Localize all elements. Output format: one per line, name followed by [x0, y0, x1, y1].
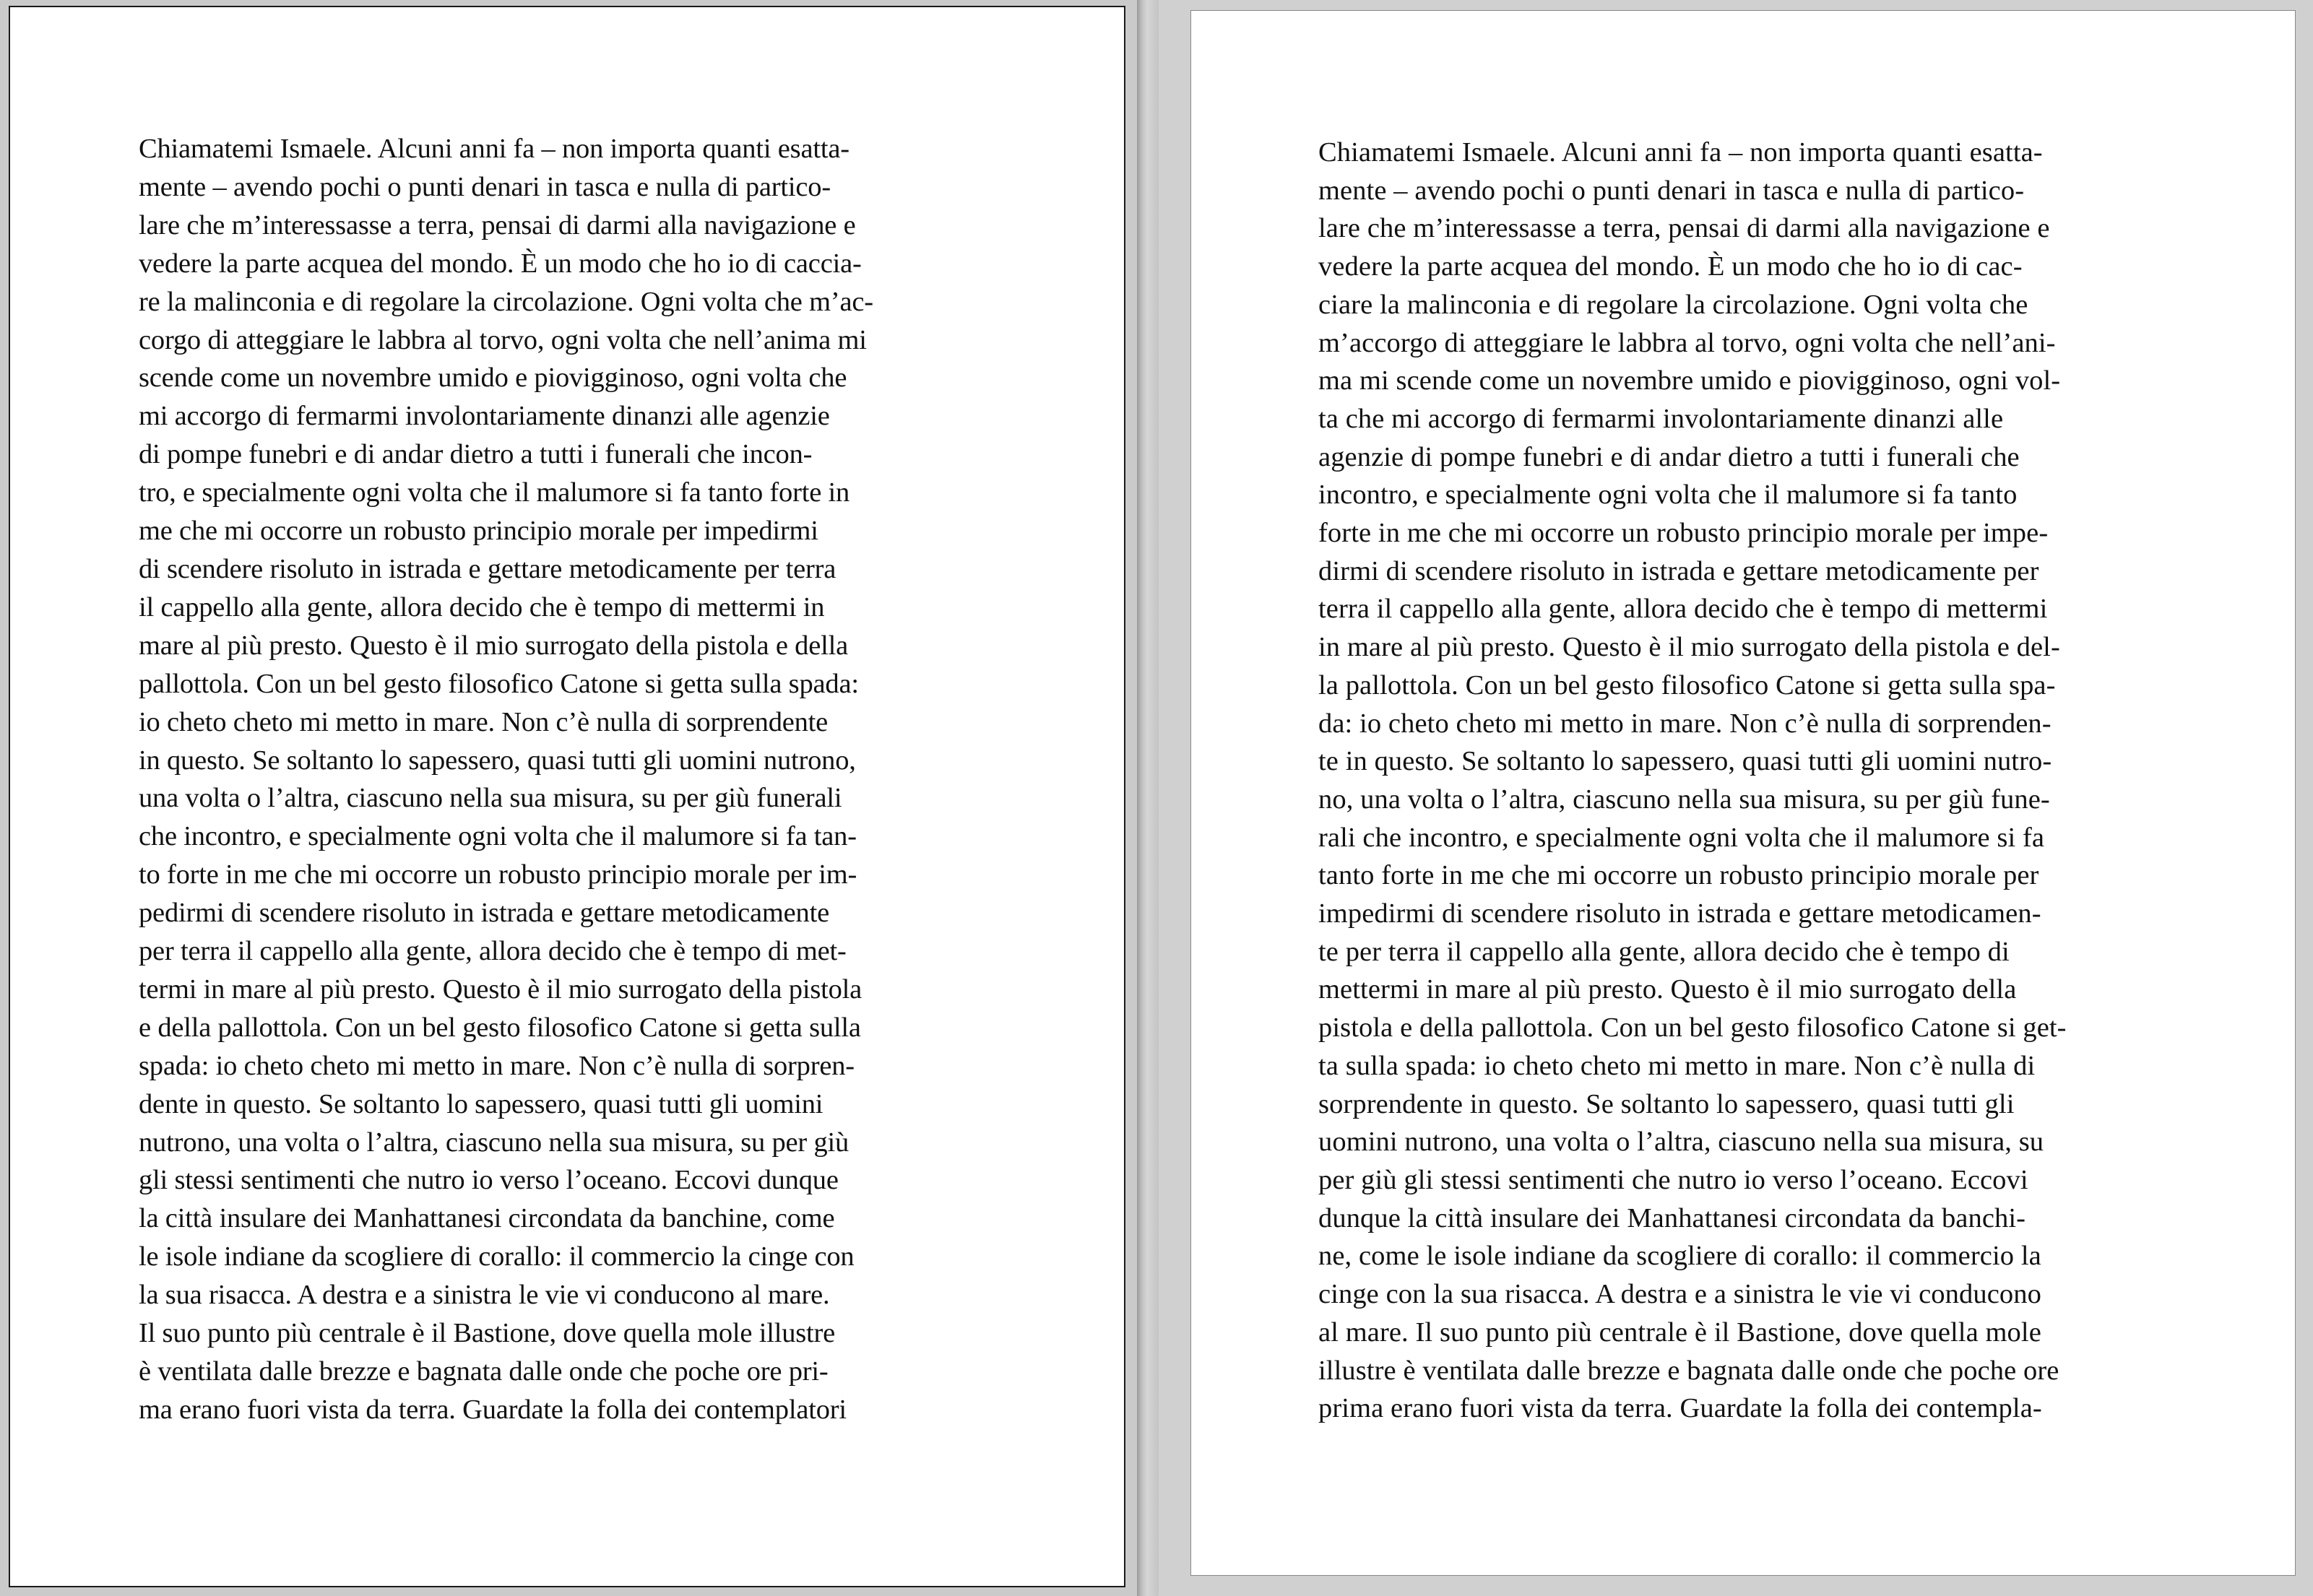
- text-line: mente – avendo pochi o punti denari in tasca e nulla di partico-: [1318, 175, 2025, 206]
- text-line: spada: io cheto cheto mi metto in mare. Non c’è nulla di sorpren-: [139, 1050, 855, 1081]
- text-line: tanto forte in me che mi occorre un robusto principio morale per: [1318, 860, 2039, 891]
- text-line: mettermi in mare al più presto. Questo è il mio surrogato della: [1318, 974, 2017, 1005]
- text-line: di scendere risoluto in istrada e gettare metodicamente per terra: [139, 553, 836, 584]
- text-line: te in questo. Se soltanto lo sapessero, quasi tutti gli uomini nutro-: [1318, 746, 2052, 777]
- text-line: mi accorgo di fermarmi involontariamente dinanzi alle agenzie: [139, 401, 830, 432]
- text-line: per terra il cappello alla gente, allora decido che è tempo di met-: [139, 936, 847, 967]
- text-line: la sua risacca. A destra e a sinistra le vie vi conducono al mare.: [139, 1280, 830, 1311]
- text-line: dunque la città insulare dei Manhattanesi circondata da banchi-: [1318, 1202, 2026, 1233]
- text-line: una volta o l’altra, ciascuno nella sua misura, su per giù funerali: [139, 783, 842, 814]
- text-line: dente in questo. Se soltanto lo sapessero, quasi tutti gli uomini: [139, 1088, 823, 1119]
- text-line: m’accorgo di atteggiare le labbra al torvo, ogni volta che nell’ani-: [1318, 327, 2056, 358]
- text-line: Chiamatemi Ismaele. Alcuni anni fa – non importa quanti esatta-: [139, 134, 849, 164]
- pane-splitter[interactable]: [1137, 0, 1159, 1596]
- text-line: io cheto cheto mi metto in mare. Non c’è nulla di sorprendente: [139, 706, 829, 737]
- text-line: è ventilata dalle brezze e bagnata dalle onde che poche ore pri-: [139, 1356, 829, 1387]
- text-line: di pompe funebri e di andar dietro a tutti i funerali che incon-: [139, 439, 813, 470]
- right-page: [1190, 10, 2296, 1576]
- text-line: me che mi occorre un robusto principio morale per impedirmi: [139, 516, 818, 547]
- text-line: rali che incontro, e specialmente ogni volta che il malumore si fa: [1318, 822, 2045, 853]
- text-line: terra il cappello alla gente, allora decido che è tempo di mettermi: [1318, 594, 2048, 625]
- text-line: in mare al più presto. Questo è il mio surrogato della pistola e del-: [1318, 632, 2060, 663]
- text-line: tro, e specialmente ogni volta che il malumore si fa tanto forte in: [139, 477, 850, 508]
- text-line: pallottola. Con un bel gesto filosofico Catone si getta sulla spada:: [139, 668, 859, 699]
- text-line: lare che m’interessasse a terra, pensai di darmi alla navigazione e: [1318, 213, 2050, 244]
- text-line: per giù gli stessi sentimenti che nutro io verso l’oceano. Eccovi: [1318, 1164, 2028, 1195]
- text-line: Il suo punto più centrale è il Bastione, dove quella mole illustre: [139, 1318, 836, 1349]
- text-line: in questo. Se soltanto lo sapessero, quasi tutti gli uomini nutrono,: [139, 745, 856, 776]
- text-line: che incontro, e specialmente ogni volta che il malumore si fa tan-: [139, 821, 857, 852]
- text-line: scende come un novembre umido e piovigginoso, ogni volta che: [139, 363, 847, 394]
- text-line: uomini nutrono, una volta o l’altra, ciascuno nella sua misura, su: [1318, 1127, 2044, 1158]
- text-line: ma erano fuori vista da terra. Guardate la folla dei contemplatori: [139, 1394, 847, 1425]
- text-line: vedere la parte acquea del mondo. È un modo che ho io di cac-: [1318, 251, 2023, 282]
- text-line: agenzie di pompe funebri e di andar dietro a tutti i funerali che: [1318, 441, 2020, 472]
- text-line: te per terra il cappello alla gente, allora decido che è tempo di: [1318, 936, 2010, 967]
- text-line: illustre è ventilata dalle brezze e bagnata dalle onde che poche ore: [1318, 1355, 2059, 1386]
- text-line: incontro, e specialmente ogni volta che il malumore si fa tanto: [1318, 480, 2018, 511]
- text-line: termi in mare al più presto. Questo è il mio surrogato della pistola: [139, 973, 862, 1005]
- text-line: le isole indiane da scogliere di corallo: il commercio la cinge con: [139, 1241, 855, 1272]
- right-page-text: [1318, 134, 2067, 1428]
- text-line: ciare la malinconia e di regolare la circolazione. Ogni volta che: [1318, 289, 2028, 320]
- text-line: vedere la parte acquea del mondo. È un modo che ho io di caccia-: [139, 248, 862, 279]
- text-line: la città insulare dei Manhattanesi circondata da banchine, come: [139, 1203, 835, 1234]
- text-line: e della pallottola. Con un bel gesto filosofico Catone si getta sulla: [139, 1012, 861, 1043]
- text-line: no, una volta o l’altra, ciascuno nella sua misura, su per giù fune-: [1318, 784, 2050, 815]
- left-page-text: [139, 130, 873, 1429]
- text-line: ta che mi accorgo di fermarmi involontariamente dinanzi alle: [1318, 403, 2004, 434]
- text-line: ne, come le isole indiane da scogliere di corallo: il commercio la: [1318, 1241, 2041, 1272]
- text-line: cinge con la sua risacca. A destra e a sinistra le vie vi conducono: [1318, 1279, 2041, 1310]
- text-line: Chiamatemi Ismaele. Alcuni anni fa – non importa quanti esatta-: [1318, 137, 2043, 168]
- text-line: prima erano fuori vista da terra. Guardate la folla dei contempla-: [1318, 1393, 2042, 1424]
- text-line: dirmi di scendere risoluto in istrada e gettare metodicamente per: [1318, 555, 2039, 586]
- text-line: forte in me che mi occorre un robusto principio morale per impe-: [1318, 518, 2049, 549]
- text-line: la pallottola. Con un bel gesto filosofico Catone si getta sulla spa-: [1318, 669, 2056, 701]
- text-line: corgo di atteggiare le labbra al torvo, ogni volta che nell’anima mi: [139, 324, 867, 355]
- text-line: pistola e della pallottola. Con un bel gesto filosofico Catone si get-: [1318, 1012, 2067, 1044]
- text-line: to forte in me che mi occorre un robusto principio morale per im-: [139, 859, 857, 890]
- text-line: mare al più presto. Questo è il mio surrogato della pistola e della: [139, 630, 848, 661]
- text-line: sorprendente in questo. Se soltanto lo sapessero, quasi tutti gli: [1318, 1088, 2015, 1119]
- text-line: il cappello alla gente, allora decido che è tempo di mettermi in: [139, 591, 825, 623]
- text-line: lare che m’interessasse a terra, pensai di darmi alla navigazione e: [139, 209, 856, 240]
- text-line: da: io cheto cheto mi metto in mare. Non c’è nulla di sorprenden-: [1318, 708, 2052, 739]
- text-line: mente – avendo pochi o punti denari in tasca e nulla di partico-: [139, 171, 831, 202]
- text-line: pedirmi di scendere risoluto in istrada e gettare metodicamente: [139, 898, 829, 929]
- text-line: ma mi scende come un novembre umido e piovigginoso, ogni vol-: [1318, 365, 2061, 396]
- text-line: impedirmi di scendere risoluto in istrada e gettare metodicamen-: [1318, 898, 2041, 929]
- text-line: gli stessi sentimenti che nutro io verso l’oceano. Eccovi dunque: [139, 1165, 839, 1196]
- left-page: [9, 6, 1125, 1587]
- text-line: ta sulla spada: io cheto cheto mi metto in mare. Non c’è nulla di: [1318, 1050, 2036, 1081]
- text-line: al mare. Il suo punto più centrale è il Bastione, dove quella mole: [1318, 1317, 2041, 1348]
- text-line: nutrono, una volta o l’altra, ciascuno nella sua misura, su per giù: [139, 1127, 849, 1158]
- text-line: re la malinconia e di regolare la circolazione. Ogni volta che m’ac-: [139, 286, 873, 317]
